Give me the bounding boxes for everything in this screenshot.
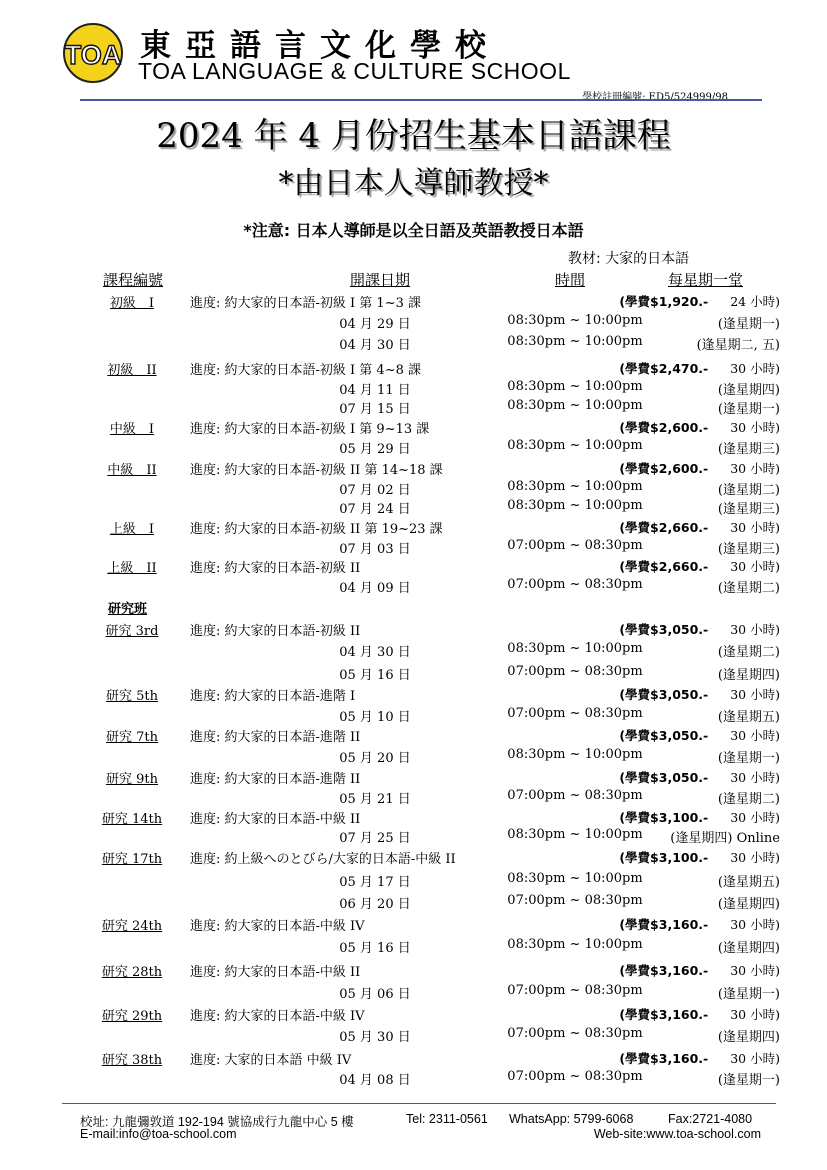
fee-amount: (學費$3,100.- xyxy=(619,810,709,825)
session-row xyxy=(0,1069,827,1089)
fee-amount: (學費$2,470.- xyxy=(619,361,709,376)
course-fee xyxy=(619,459,780,477)
class-time: 08:30pm ~ 10:00pm xyxy=(507,398,643,413)
class-day: (逢星期一) xyxy=(717,1073,780,1088)
course-hours: 30 小時) xyxy=(730,687,780,702)
class-day: (逢星期一) xyxy=(717,751,780,766)
course-code: 上級 I xyxy=(109,522,155,537)
session-row xyxy=(0,1026,827,1046)
fee-amount: (學費$3,050.- xyxy=(619,770,709,785)
course-row xyxy=(0,961,827,981)
fee-amount: (學費$3,160.- xyxy=(619,1007,709,1022)
start-date: 04 月 08 日 xyxy=(339,1073,411,1088)
course-row xyxy=(0,685,827,705)
course-fee xyxy=(619,726,780,744)
start-date: 05 月 10 日 xyxy=(339,710,411,725)
class-day: (逢星期二, 五) xyxy=(696,338,780,353)
course-fee xyxy=(619,768,780,786)
class-day: (逢星期三) xyxy=(717,542,780,557)
footer-whatsapp: WhatsApp: 5799-6068 xyxy=(509,1112,634,1126)
session-row xyxy=(0,983,827,1003)
class-day: (逢星期一) xyxy=(717,987,780,1002)
session-row xyxy=(0,827,827,847)
course-row xyxy=(0,459,827,479)
session-row xyxy=(0,334,827,354)
course-code: 研究 5th xyxy=(105,689,158,704)
start-date: 05 月 06 日 xyxy=(339,987,411,1002)
course-row xyxy=(0,848,827,868)
course-code: 研究 9th xyxy=(105,772,158,787)
course-fee xyxy=(619,685,780,703)
course-fee xyxy=(619,915,780,933)
course-code: 研究 29th xyxy=(101,1009,163,1024)
fee-amount: (學費$2,600.- xyxy=(619,420,709,435)
session-row xyxy=(0,788,827,808)
course-hours: 30 小時) xyxy=(730,728,780,743)
session-row xyxy=(0,893,827,913)
fee-amount: (學費$3,050.- xyxy=(619,687,709,702)
course-code: 中級 II xyxy=(107,463,157,478)
class-time: 08:30pm ~ 10:00pm xyxy=(507,438,643,453)
footer-tel: Tel: 2311-0561 xyxy=(406,1112,488,1126)
class-time: 08:30pm ~ 10:00pm xyxy=(507,937,643,952)
course-row xyxy=(0,1005,827,1025)
course-description: 進度: 約大家的日本語-初級 II xyxy=(190,624,361,639)
course-fee xyxy=(619,292,780,310)
course-code: 研究 38th xyxy=(101,1053,163,1068)
start-date: 05 月 20 日 xyxy=(339,751,411,766)
session-row xyxy=(0,438,827,458)
course-hours: 24 小時) xyxy=(730,294,780,309)
logo-text: TOA xyxy=(64,40,122,70)
course-code: 中級 I xyxy=(109,422,155,437)
course-fee xyxy=(619,620,780,638)
start-date: 05 月 17 日 xyxy=(339,875,411,890)
start-date: 05 月 30 日 xyxy=(339,1030,411,1045)
course-description: 進度: 約大家的日本語-中級 IV xyxy=(190,1009,365,1024)
class-day: (逢星期二) xyxy=(717,645,780,660)
class-time: 07:00pm ~ 08:30pm xyxy=(507,1026,643,1041)
start-date: 05 月 29 日 xyxy=(339,442,411,457)
course-fee xyxy=(619,359,780,377)
course-row xyxy=(0,518,827,538)
course-hours: 30 小時) xyxy=(730,420,780,435)
course-description: 進度: 約大家的日本語-初級 II xyxy=(190,561,361,576)
course-fee xyxy=(619,418,780,436)
session-row xyxy=(0,379,827,399)
course-row xyxy=(0,557,827,577)
footer-divider xyxy=(62,1103,776,1104)
column-header-frequency: 每星期一堂 xyxy=(668,271,744,289)
course-description: 進度: 大家的日本語 中級 IV xyxy=(190,1053,352,1068)
course-fee xyxy=(619,961,780,979)
session-row xyxy=(0,641,827,661)
course-hours: 30 小時) xyxy=(730,963,780,978)
fee-amount: (學費$1,920.- xyxy=(619,294,709,309)
class-time: 07:00pm ~ 08:30pm xyxy=(507,983,643,998)
fee-amount: (學費$3,160.- xyxy=(619,963,709,978)
course-code: 研究 24th xyxy=(101,919,163,934)
start-date: 04 月 30 日 xyxy=(339,338,411,353)
session-row xyxy=(0,313,827,333)
column-header-time: 時間 xyxy=(555,271,586,289)
course-description: 進度: 約大家的日本語-進階 II xyxy=(190,730,361,745)
course-hours: 30 小時) xyxy=(730,520,780,535)
registration-number: 學校註冊編號: ED5/524999/98 xyxy=(582,92,728,103)
footer-email: E-mail:info@toa-school.com xyxy=(80,1127,237,1141)
session-row xyxy=(0,498,827,518)
start-date: 07 月 24 日 xyxy=(339,502,411,517)
class-day: (逢星期四) Online xyxy=(670,831,780,846)
school-logo xyxy=(62,22,124,84)
course-code: 上級 II xyxy=(107,561,157,576)
course-fee xyxy=(619,1049,780,1067)
class-day: (逢星期二) xyxy=(717,792,780,807)
school-name-english: TOA LANGUAGE & CULTURE SCHOOL xyxy=(138,58,571,84)
class-time: 07:00pm ~ 08:30pm xyxy=(507,664,643,679)
fee-amount: (學費$3,050.- xyxy=(619,728,709,743)
course-hours: 30 小時) xyxy=(730,1007,780,1022)
course-description: 進度: 約大家的日本語-中級 IV xyxy=(190,919,365,934)
class-day: (逢星期三) xyxy=(717,502,780,517)
footer-website: Web-site:www.toa-school.com xyxy=(593,1127,761,1141)
session-row xyxy=(0,937,827,957)
course-hours: 30 小時) xyxy=(730,917,780,932)
class-time: 08:30pm ~ 10:00pm xyxy=(507,641,643,656)
session-row xyxy=(0,538,827,558)
class-day: (逢星期四) xyxy=(717,383,780,398)
course-row xyxy=(0,808,827,828)
fee-amount: (學費$2,660.- xyxy=(619,559,709,574)
course-row xyxy=(0,915,827,935)
page-title: 2024 年 4 月份招生基本日語課程 xyxy=(156,116,671,156)
class-day: (逢星期二) xyxy=(717,483,780,498)
course-row xyxy=(0,1049,827,1069)
class-time: 07:00pm ~ 08:30pm xyxy=(507,1069,643,1084)
course-row xyxy=(0,418,827,438)
course-description: 進度: 約大家的日本語-進階 II xyxy=(190,772,361,787)
column-header-code: 課程編號 xyxy=(103,271,164,289)
class-day: (逢星期四) xyxy=(717,1030,780,1045)
class-time: 07:00pm ~ 08:30pm xyxy=(507,706,643,721)
class-time: 07:00pm ~ 08:30pm xyxy=(507,538,643,553)
fee-amount: (學費$3,100.- xyxy=(619,850,709,865)
start-date: 04 月 30 日 xyxy=(339,645,411,660)
page-subtitle: *由日本人導師教授* xyxy=(278,166,549,201)
fee-amount: (學費$3,160.- xyxy=(619,917,709,932)
class-day: (逢星期四) xyxy=(717,668,780,683)
course-description: 進度: 約大家的日本語-中級 II xyxy=(190,812,361,827)
course-code: 研究 17th xyxy=(101,852,163,867)
course-fee xyxy=(619,1005,780,1023)
class-day: (逢星期四) xyxy=(717,941,780,956)
course-row xyxy=(0,768,827,788)
course-description: 進度: 約大家的日本語-初級 II 第 14~18 課 xyxy=(190,463,443,478)
class-day: (逢星期三) xyxy=(717,442,780,457)
course-description: 進度: 約大家的日本語-初級 I 第 9~13 課 xyxy=(190,422,430,437)
class-time: 07:00pm ~ 08:30pm xyxy=(507,788,643,803)
class-day: (逢星期一) xyxy=(717,402,780,417)
class-time: 08:30pm ~ 10:00pm xyxy=(507,747,643,762)
class-day: (逢星期五) xyxy=(717,710,780,725)
fee-amount: (學費$3,050.- xyxy=(619,622,709,637)
footer-address: 校址: 九龍彌敦道 192-194 號協成行九龍中心 5 樓 xyxy=(80,1115,354,1129)
start-date: 07 月 15 日 xyxy=(339,402,411,417)
course-row xyxy=(0,726,827,746)
session-row xyxy=(0,398,827,418)
class-day: (逢星期四) xyxy=(717,897,780,912)
course-row xyxy=(0,620,827,640)
start-date: 05 月 16 日 xyxy=(339,941,411,956)
course-hours: 30 小時) xyxy=(730,770,780,785)
course-description: 進度: 約大家的日本語-中級 II xyxy=(190,965,361,980)
class-day: (逢星期五) xyxy=(717,875,780,890)
start-date: 04 月 09 日 xyxy=(339,581,411,596)
course-row xyxy=(0,359,827,379)
start-date: 07 月 03 日 xyxy=(339,542,411,557)
footer-fax: Fax:2721-4080 xyxy=(668,1112,753,1126)
header-divider xyxy=(80,99,762,101)
notice: *注意: 日本人導師是以全日語及英語教授日本語 xyxy=(243,221,584,240)
course-hours: 30 小時) xyxy=(730,810,780,825)
course-fee xyxy=(619,808,780,826)
section-label-research: 研究班 xyxy=(108,602,148,617)
class-time: 08:30pm ~ 10:00pm xyxy=(507,479,643,494)
session-row xyxy=(0,706,827,726)
class-time: 07:00pm ~ 08:30pm xyxy=(507,577,643,592)
course-hours: 30 小時) xyxy=(730,622,780,637)
fee-amount: (學費$2,660.- xyxy=(619,520,709,535)
course-code: 初級 I xyxy=(109,296,155,311)
course-code: 研究 14th xyxy=(101,812,163,827)
session-row xyxy=(0,747,827,767)
fee-amount: (學費$3,160.- xyxy=(619,1051,709,1066)
course-description: 進度: 約大家的日本語-進階 I xyxy=(190,689,356,704)
course-description: 進度: 約上級へのとびら/大家的日本語-中級 II xyxy=(190,852,456,867)
class-time: 08:30pm ~ 10:00pm xyxy=(507,313,643,328)
session-row xyxy=(0,664,827,684)
course-hours: 30 小時) xyxy=(730,461,780,476)
class-day: (逢星期二) xyxy=(717,581,780,596)
school-name-chinese: 東亞語言文化學校 xyxy=(140,28,500,64)
start-date: 05 月 21 日 xyxy=(339,792,411,807)
fee-amount: (學費$2,600.- xyxy=(619,461,709,476)
column-header-date: 開課日期 xyxy=(350,271,411,289)
class-time: 08:30pm ~ 10:00pm xyxy=(507,334,643,349)
session-row xyxy=(0,871,827,891)
start-date: 04 月 29 日 xyxy=(339,317,411,332)
start-date: 07 月 02 日 xyxy=(339,483,411,498)
course-hours: 30 小時) xyxy=(730,1051,780,1066)
session-row xyxy=(0,577,827,597)
course-description: 進度: 約大家的日本語-初級 II 第 19~23 課 xyxy=(190,522,443,537)
start-date: 06 月 20 日 xyxy=(339,897,411,912)
class-time: 08:30pm ~ 10:00pm xyxy=(507,827,643,842)
class-time: 07:00pm ~ 08:30pm xyxy=(507,893,643,908)
session-row xyxy=(0,479,827,499)
course-code: 研究 7th xyxy=(105,730,158,745)
course-hours: 30 小時) xyxy=(730,850,780,865)
course-fee xyxy=(619,518,780,536)
textbook-label: 教材: 大家的日本語 xyxy=(568,251,690,267)
start-date: 07 月 25 日 xyxy=(339,831,411,846)
start-date: 05 月 16 日 xyxy=(339,668,411,683)
course-hours: 30 小時) xyxy=(730,361,780,376)
class-time: 08:30pm ~ 10:00pm xyxy=(507,498,643,513)
course-row xyxy=(0,292,827,312)
course-fee xyxy=(619,848,780,866)
course-code: 初級 II xyxy=(107,363,157,378)
start-date: 04 月 11 日 xyxy=(339,383,411,398)
class-time: 08:30pm ~ 10:00pm xyxy=(507,871,643,886)
class-day: (逢星期一) xyxy=(717,317,780,332)
course-description: 進度: 約大家的日本語-初級 I 第 4~8 課 xyxy=(190,363,422,378)
course-code: 研究 28th xyxy=(101,965,163,980)
course-description: 進度: 約大家的日本語-初級 I 第 1~3 課 xyxy=(190,296,422,311)
course-fee xyxy=(619,557,780,575)
course-code: 研究 3rd xyxy=(105,624,159,639)
course-hours: 30 小時) xyxy=(730,559,780,574)
class-time: 08:30pm ~ 10:00pm xyxy=(507,379,643,394)
